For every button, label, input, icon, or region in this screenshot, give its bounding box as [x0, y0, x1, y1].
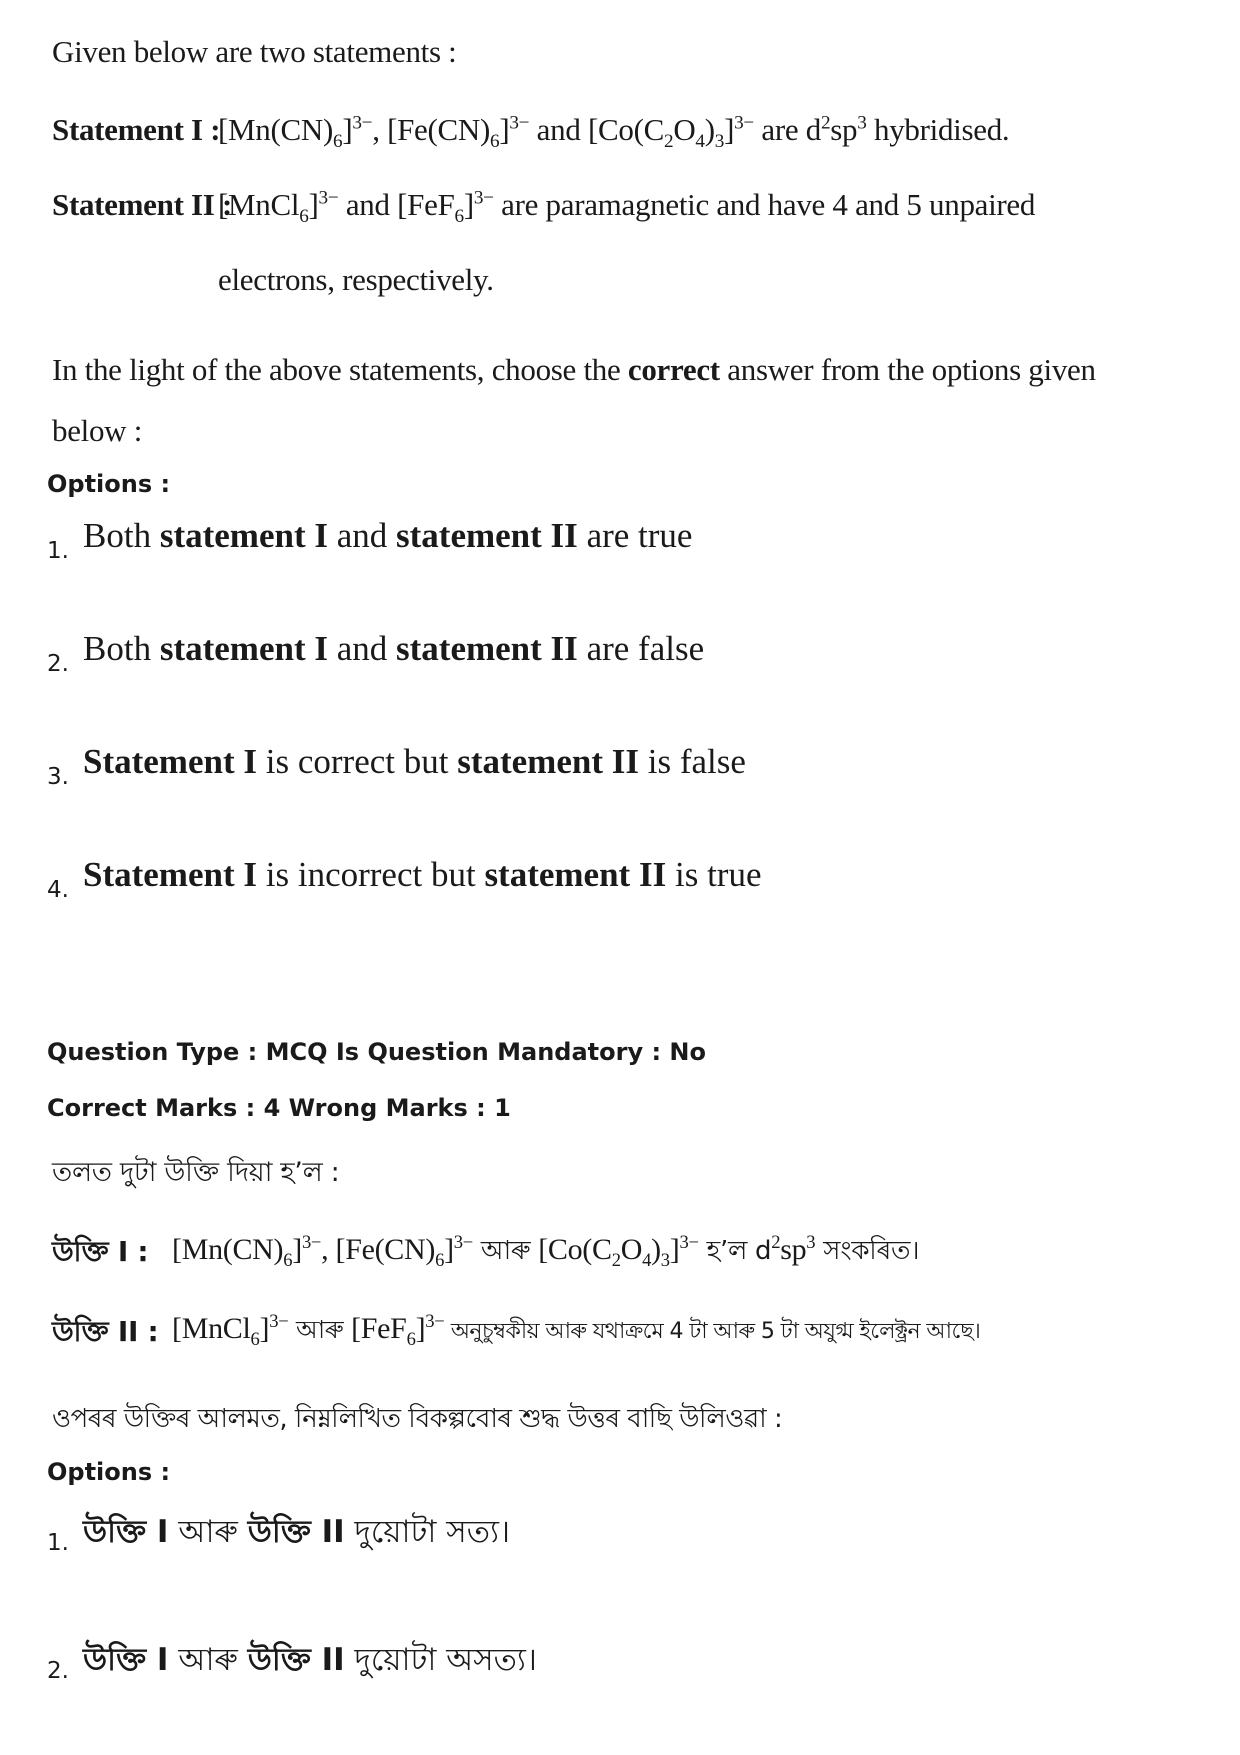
question-intro-as: তলত দুটা উক্তি দিয়া হ’ল :: [52, 1157, 340, 1188]
option-text-part: is correct but: [257, 742, 458, 781]
option-bold-term: statement I: [159, 516, 328, 555]
question-type: Question Type : MCQ Is Question Mandatory : No: [47, 1038, 706, 1066]
option-text-part: দুয়োটা অসত্য।: [344, 1642, 537, 1678]
option-bold-term: statement II: [396, 629, 578, 668]
option-text-part: are true: [577, 516, 693, 555]
option-bold-term: statement II: [396, 516, 578, 555]
option-bold-term: উক্তি II: [247, 1642, 345, 1678]
option-text-part: Both: [83, 516, 160, 555]
question-intro: Given below are two statements :: [52, 34, 457, 69]
statement-2-text-as: [MnCl$_6$]$^{3-}$ আৰু $[FeF_6]^{3-}$ অনুচুম্বকীয় আৰু যথাক্ৰমে 4 টা আৰু 5 টা অযুগ্ম ইলেক্ট্ৰন আছে।: [172, 1311, 981, 1350]
option-text-part: are false: [577, 629, 705, 668]
options-label-as: Options :: [47, 1458, 171, 1486]
option-bold-term: statement I: [159, 629, 328, 668]
option-item[interactable]: [83, 855, 761, 895]
instruction-bold: correct: [627, 352, 720, 387]
marks-info: Correct Marks : 4 Wrong Marks : 1: [47, 1094, 511, 1122]
option-number: 1.: [47, 1530, 69, 1556]
option-text-part: is incorrect but: [257, 855, 485, 894]
statement-1-label: [52, 112, 220, 148]
option-text-part: আৰু: [168, 1514, 248, 1550]
option-text-part: is true: [666, 855, 762, 894]
statement-1-label-as: [52, 1230, 148, 1277]
options-label: Options :: [47, 470, 171, 498]
statement-1-text-as: $[Mn(CN)_6]^{3-}$, $[Fe(CN)_6]^{3-}$ আৰু $[Co(C_2O_4)_3]^{3-}$ হ’ল $d^2sp^3$ সংকৰিত।: [172, 1232, 920, 1271]
statement-1-text: $[Mn(CN)_6]^{3-}$, $[Fe(CN)_6]^{3-}$ and $[Co(C_2O_4)_3]^{3-}$ are $d^2sp^3$ hybridised.: [218, 112, 1010, 153]
option-number: 4.: [47, 877, 69, 903]
statement-2-text: [MnCl$_6$]$^{3-}$ and $[FeF_6]^{3-}$ are paramagnetic and have 4 and 5 unpaired: [218, 187, 1036, 228]
option-text-part: and: [327, 629, 397, 668]
statement-2-label: [52, 187, 232, 223]
option-number: 3.: [47, 764, 69, 790]
option-bold-term: উক্তি I: [83, 1514, 169, 1550]
option-number: 1.: [47, 538, 69, 564]
option-text-part: আৰু: [168, 1642, 248, 1678]
option-text-part: Both: [83, 629, 160, 668]
option-bold-term: statement II: [484, 855, 667, 894]
statement-1-label-text: Statement I :: [52, 112, 221, 147]
option-bold-term: উক্তি I: [83, 1642, 169, 1678]
option-bold-term: statement II: [457, 742, 639, 781]
option-text-part: is false: [639, 742, 746, 781]
statement-2-label-as-text: উক্তি II :: [52, 1315, 159, 1348]
option-bold-term: Statement I: [83, 742, 257, 781]
option-text-part: and: [327, 516, 397, 555]
statement-2-label-text: Statement II :: [52, 187, 233, 222]
instruction: In the light of the above statements, choose the correct answer from the options given: [52, 352, 1096, 387]
instruction-as: ওপৰৰ উক্তিৰ আলমত, নিম্নলিখিত বিকল্পবোৰ শুদ্ধ উত্তৰ বাছি উলিওৱা :: [52, 1404, 783, 1434]
option-bold-term: উক্তি II: [247, 1514, 345, 1550]
option-item[interactable]: [83, 742, 746, 782]
instruction-line-2: below :: [52, 413, 143, 448]
option-number: 2.: [47, 651, 69, 677]
option-item[interactable]: [83, 629, 704, 669]
option-number: 2.: [47, 1658, 69, 1684]
option-item[interactable]: [83, 516, 692, 556]
option-bold-term: Statement I: [83, 855, 257, 894]
option-item[interactable]: [83, 1508, 510, 1560]
statement-1-label-as-text: উক্তি I :: [52, 1235, 149, 1268]
option-text-part: দুয়োটা সত্য।: [344, 1514, 511, 1550]
statement-2-label-as: [52, 1310, 158, 1357]
statement-2-line-2: electrons, respectively.: [218, 262, 494, 297]
option-item[interactable]: [83, 1636, 537, 1688]
